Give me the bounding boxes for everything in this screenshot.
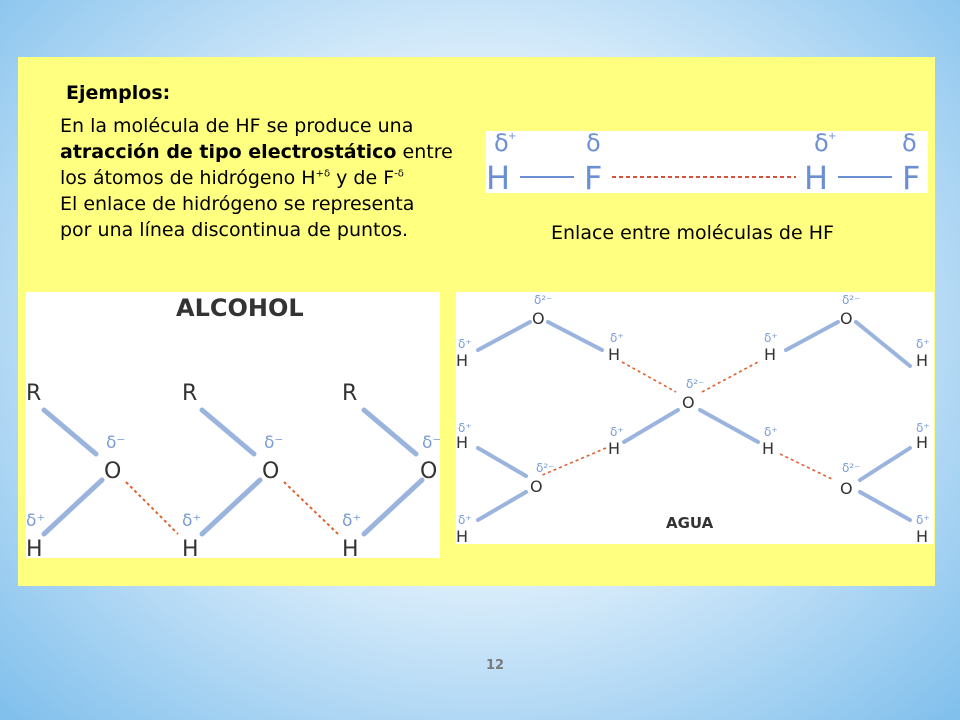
- water-h-3: H: [764, 345, 777, 364]
- water-delta-6: δ⁺: [458, 337, 472, 351]
- para-line-3: [60, 165, 480, 191]
- water-o-1: O: [532, 309, 545, 328]
- alcohol-bond-ro-2: [202, 410, 254, 454]
- water-bond-bl-1: [478, 448, 526, 476]
- alcohol-r-1: R: [26, 381, 42, 406]
- hf-caption: Enlace entre moléculas de HF: [551, 222, 834, 244]
- alcohol-delta-plus-2: δ⁺: [182, 511, 202, 531]
- alcohol-o-1: O: [104, 459, 122, 484]
- alcohol-bond-ro-1: [44, 410, 96, 454]
- water-delta-13: δ⁺: [916, 421, 930, 435]
- delta-minus-superscript: -δ: [394, 168, 404, 180]
- alcohol-h-3: H: [342, 537, 359, 558]
- para-line-2: [60, 139, 480, 165]
- alcohol-bond-ro-3: [364, 410, 416, 454]
- alcohol-delta-minus-2: δ⁻: [264, 433, 284, 453]
- alcohol-bond-oh-2: [202, 480, 260, 534]
- water-h-10: H: [916, 527, 929, 544]
- alcohol-bond-oh-1: [44, 480, 102, 534]
- water-delta-7: δ⁺: [610, 331, 624, 345]
- para-line-2-rest: entre: [396, 141, 453, 163]
- water-h-1: H: [456, 351, 469, 370]
- water-bond-br-2: [860, 492, 910, 520]
- alcohol-bond-oh-3: [364, 480, 422, 534]
- alcohol-hbond-2: [284, 482, 338, 534]
- water-delta-9: δ⁺: [916, 337, 930, 351]
- alcohol-delta-minus-1: δ⁻: [106, 433, 126, 453]
- alcohol-r-2: R: [182, 381, 198, 406]
- water-h-4: H: [916, 351, 929, 370]
- water-delta-4: δ²⁻: [536, 461, 555, 475]
- water-h-7: H: [762, 439, 775, 458]
- water-hbond-2: [702, 362, 758, 392]
- alcohol-title: ALCOHOL: [176, 294, 304, 322]
- alcohol-h-2: H: [182, 537, 199, 558]
- alcohol-o-3: O: [420, 459, 438, 484]
- para-line-5: por una línea discontinua de puntos.: [60, 219, 409, 241]
- water-bond-bl-2: [478, 492, 526, 520]
- water-delta-11: δ⁺: [610, 425, 624, 439]
- water-h-8: H: [916, 433, 929, 452]
- alcohol-hbond-1: [126, 482, 178, 534]
- water-delta-14: δ⁺: [458, 513, 472, 527]
- water-h-6: H: [608, 439, 621, 458]
- water-h-5: H: [456, 433, 469, 452]
- para-line-1: En la molécula de HF se produce una: [60, 115, 414, 137]
- water-bond-c-1: [624, 410, 678, 442]
- alcohol-delta-plus-1: δ⁺: [26, 511, 46, 531]
- hf-delta-plus-2: δ: [814, 131, 829, 157]
- water-bond-tl-1: [478, 322, 530, 350]
- hf-delta-minus-1: δ: [586, 131, 601, 157]
- hf-sup-plus-2: +: [828, 131, 837, 142]
- hf-atom-f-1: F: [584, 159, 603, 193]
- para-line-3-a: los átomos de hidrógeno H: [60, 167, 316, 189]
- water-o-4: O: [530, 477, 543, 496]
- water-delta-12: δ⁺: [764, 425, 778, 439]
- water-bond-br-1: [860, 448, 910, 480]
- water-delta-3: δ²⁻: [686, 377, 705, 391]
- water-delta-2: δ²⁻: [842, 293, 861, 307]
- water-o-3: O: [682, 393, 695, 412]
- water-title: AGUA: [666, 514, 714, 532]
- alcohol-delta-plus-3: δ⁺: [342, 511, 362, 531]
- hf-delta-minus-2: δ: [902, 131, 917, 157]
- water-hbond-1: [622, 362, 676, 392]
- water-bond-c-2: [700, 410, 758, 442]
- water-delta-1: δ²⁻: [534, 293, 553, 307]
- alcohol-o-2: O: [262, 459, 280, 484]
- para-line-3-b: y de F: [330, 167, 395, 189]
- water-bond-tr-2: [856, 322, 910, 366]
- water-hbond-4: [780, 454, 834, 480]
- water-h-2: H: [608, 345, 621, 364]
- alcohol-h-1: H: [26, 537, 43, 558]
- hf-delta-plus-1: δ: [494, 131, 509, 157]
- page-number: 12: [485, 658, 505, 673]
- water-o-2: O: [840, 309, 853, 328]
- water-o-5: O: [840, 479, 853, 498]
- water-delta-10: δ⁺: [458, 421, 472, 435]
- water-delta-8: δ⁺: [764, 331, 778, 345]
- hf-atom-f-2: F: [902, 159, 921, 193]
- section-heading: Ejemplos:: [66, 82, 171, 104]
- alcohol-r-3: R: [342, 381, 358, 406]
- water-delta-15: δ⁺: [916, 513, 930, 527]
- delta-plus-superscript: +δ: [315, 168, 331, 180]
- water-diagram: [456, 292, 934, 544]
- alcohol-delta-minus-3: δ⁻: [422, 433, 440, 453]
- water-delta-5: δ²⁻: [842, 461, 861, 475]
- hf-bond-diagram: [486, 131, 928, 193]
- water-bond-tr-1: [786, 322, 838, 350]
- hf-sup-plus-1: +: [508, 131, 517, 142]
- explanation-text: [60, 113, 480, 243]
- water-h-9: H: [456, 527, 469, 544]
- hf-atom-h-1: H: [486, 159, 511, 193]
- para-bold-phrase: atracción de tipo electrostático: [60, 141, 397, 163]
- water-bond-tl-2: [548, 322, 602, 350]
- hf-atom-h-2: H: [804, 159, 829, 193]
- para-line-4: El enlace de hidrógeno se representa: [60, 193, 415, 215]
- alcohol-diagram: [26, 292, 440, 558]
